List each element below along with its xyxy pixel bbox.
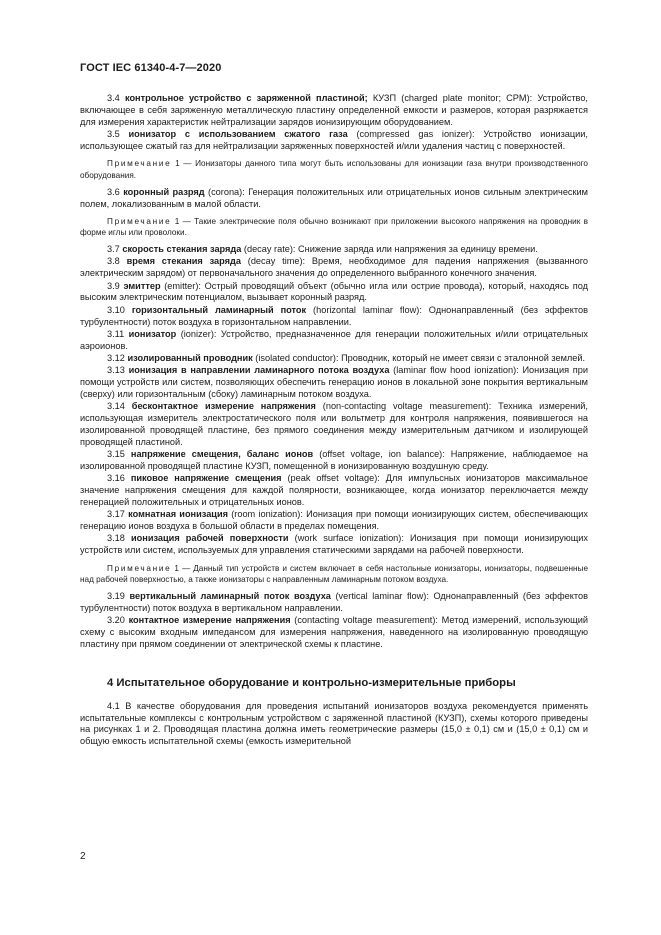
item-number: 3.5 [107, 129, 120, 140]
definition-text: (corona): Генерация положительных или отрицательных ионов сильным электрическим полем, локализованным в малой области. [80, 186, 588, 209]
definition-item [80, 591, 588, 615]
definition-item [80, 93, 588, 129]
term: ионизатор с использованием сжатого газа [128, 129, 348, 140]
item-number: 3.11 [107, 328, 125, 339]
definition-text: (work surface ionization): Ионизация при помощи ионизирующих устройств или систем, используемых для управления статическими зарядами на рабочей поверхности. [80, 533, 588, 556]
term: ионизация рабочей поверхности [131, 533, 289, 544]
item-number: 3.18 [107, 533, 125, 544]
item-number: 3.4 [107, 93, 120, 103]
note [80, 563, 588, 585]
term: вертикальный ламинарный поток воздуха [129, 590, 331, 601]
definition-text: (decay rate): Снижение заряда или напряжения за единицу времени. [241, 244, 538, 255]
term: напряжение смещения, баланс ионов [130, 448, 314, 459]
term: ионизатор [128, 328, 177, 339]
document-body [80, 93, 588, 748]
item-number: 3.20 [107, 614, 125, 625]
definition-item [80, 509, 588, 533]
term: горизонтальный ламинарный поток [131, 304, 307, 315]
term: эмиттер [123, 280, 161, 291]
note-text: — Такие электрические поля обычно возникают при приложении высокого напряжения на проводник в форме иглы или проволоки. [80, 217, 588, 238]
item-number: 3.19 [107, 590, 125, 601]
definition-item [80, 281, 588, 305]
definition-text: (isolated conductor): Проводник, который не имеет связи с эталонной землей. [252, 352, 586, 363]
term: пиковое напряжение смещения [130, 473, 282, 484]
note-number: 1 [174, 217, 180, 227]
term: время стекания заряда [126, 256, 241, 267]
note-text: — Данный тип устройств и систем включает в себя настольные ионизаторы, ионизаторы, подвешенные над рабочей поверхностью, а также ионизаторы с направленным ламинарным потоком воздуха. [80, 563, 588, 584]
definition-item [80, 473, 588, 509]
term: коронный разряд [123, 186, 205, 197]
definition-item [80, 129, 588, 153]
section-heading: 4 Испытательное оборудование и контрольно-измерительные приборы [107, 676, 516, 689]
definition-item [80, 244, 588, 256]
note-number: 1 [175, 159, 180, 169]
term: комнатная ионизация [128, 509, 228, 520]
note-label: Примечание [107, 159, 172, 169]
definition-text: (peak offset voltage): Для импульсных ионизаторов максимальное значение напряжения смещения для каждой полярности, возникающее, когда ионизатор переключается между генерацией положительных и отрицательных ионов. [80, 473, 588, 507]
definition-text: (room ionization): Ионизация при помощи ионизирующих систем, обеспечивающих генерацию ионов воздуха в большой области в пределах помещения. [80, 509, 588, 532]
note-text: — Ионизаторы данного типа могут быть использованы для ионизации газа внутри производственного оборудования. [80, 159, 588, 180]
definition-text: (ionizer): Устройство, предназначенное для генерации положительных и/или отрицательных аэроионов. [80, 328, 588, 351]
note [80, 158, 588, 180]
note-label: Примечание [107, 217, 172, 227]
note-number: 1 [174, 563, 179, 573]
definition-text: (laminar flow hood ionization): Ионизация при помощи устройств или систем, позволяющих обеспечить генерацию ионов в локальной зоне покрытия вертикальным (сверху) или горизонтальным (сбоку) ламинарным потоком воздуха. [80, 365, 588, 399]
definition-item [80, 615, 588, 651]
note-label: Примечание [107, 563, 172, 573]
document-header: ГОСТ IEC 61340-4-7—2020 [80, 62, 222, 74]
definition-text: (horizontal laminar flow): Однонаправленный (без эффектов турбулентности) поток воздуха в горизонтальном направлении. [80, 304, 589, 327]
item-number: 3.14 [107, 401, 125, 412]
definition-text: (vertical laminar flow): Однонаправленный (без эффектов турбулентности) поток воздуха в вертикальном направлении. [80, 590, 588, 613]
definition-item [80, 187, 588, 211]
definition-text: КУЗП (charged plate monitor; CPM): Устройство, включающее в себя заряженную металлическую пластину определенной емкости и размеров, которая разряжается для измерения характеристик нейтрализации зарядов ионизирующим оборудованием. [80, 93, 588, 127]
item-number: 3.9 [107, 280, 120, 291]
definition-text: (compressed gas ionizer): Устройство ионизации, использующее сжатый газ для нейтрализации заряженных поверхностей и/или удаления частиц с поверхностей. [80, 129, 588, 151]
definition-item [80, 305, 588, 329]
definition-item [80, 533, 588, 557]
item-number: 3.12 [107, 352, 125, 363]
definition-text: (contacting voltage measurement): Метод измерений, использующий схему с высоким входным импедансом для измерения напряжения, наведенного на изолированную проводящую пластину при прямом соединении от электрической схемы к пластине. [80, 614, 588, 649]
term: изолированный проводник [127, 352, 253, 363]
item-number: 3.10 [107, 304, 125, 315]
term: бесконтактное измерение напряжения [131, 401, 316, 412]
item-number: 3.15 [107, 448, 125, 459]
term: контактное измерение напряжения [128, 614, 291, 625]
term: контрольное устройство с заряженной пластиной; [124, 93, 368, 103]
definition-text: (offset voltage, ion balance): Напряжение, наблюдаемое на изолированной проводящей пластине КУЗП, помещенной в ионизированную воздушную среду. [80, 448, 588, 471]
definition-text: (decay time): Время, необходимое для падения напряжения (вызванного электрическим зарядом) от первоначального значения до определенного выбранного конечного значения. [80, 256, 588, 279]
definition-item [80, 329, 588, 353]
definition-text: (non-contacting voltage measurement): Техника измерений, использующая измеритель электростатического поля или вольтметр для контроля напряжения, появившегося на изолированной проводящей пластине, без прямого соединения между измерительным датчиком и изолирующей проводящей пластиной. [80, 401, 588, 447]
definition-text: (emitter): Острый проводящий объект (обычно игла или острие провода), который, находясь под высоким электрическим потенциалом, вызывает коронный разряд. [80, 280, 588, 303]
item-number: 3.13 [107, 365, 125, 376]
definition-item [80, 365, 588, 401]
note [80, 216, 588, 238]
term: скорость стекания заряда [122, 244, 242, 255]
definition-item [80, 256, 588, 280]
page-number: 2 [80, 851, 86, 862]
item-number: 3.6 [107, 186, 120, 197]
definition-item [80, 401, 588, 449]
item-number: 3.16 [107, 473, 125, 484]
item-number: 3.7 [107, 244, 120, 255]
item-number: 3.17 [107, 509, 125, 520]
section-paragraph: 4.1 В качестве оборудования для проведения испытаний ионизаторов воздуха рекомендуется применять испытательные комплексы с контрольным устройством с заряженной пластиной (КУЗП), схемы которого приведены на рисунках 1 и 2. Проводящая пластина должна иметь геометрические размеры (15,0 ± 0,1) см и (15,0 ± 0,1) см и общую емкость испытательной схемы (емкость измерительной [80, 700, 588, 747]
definition-item [80, 353, 588, 365]
item-number: 3.8 [107, 256, 120, 267]
definition-item [80, 449, 588, 473]
term: ионизация в направлении ламинарного потока воздуха [128, 365, 390, 376]
